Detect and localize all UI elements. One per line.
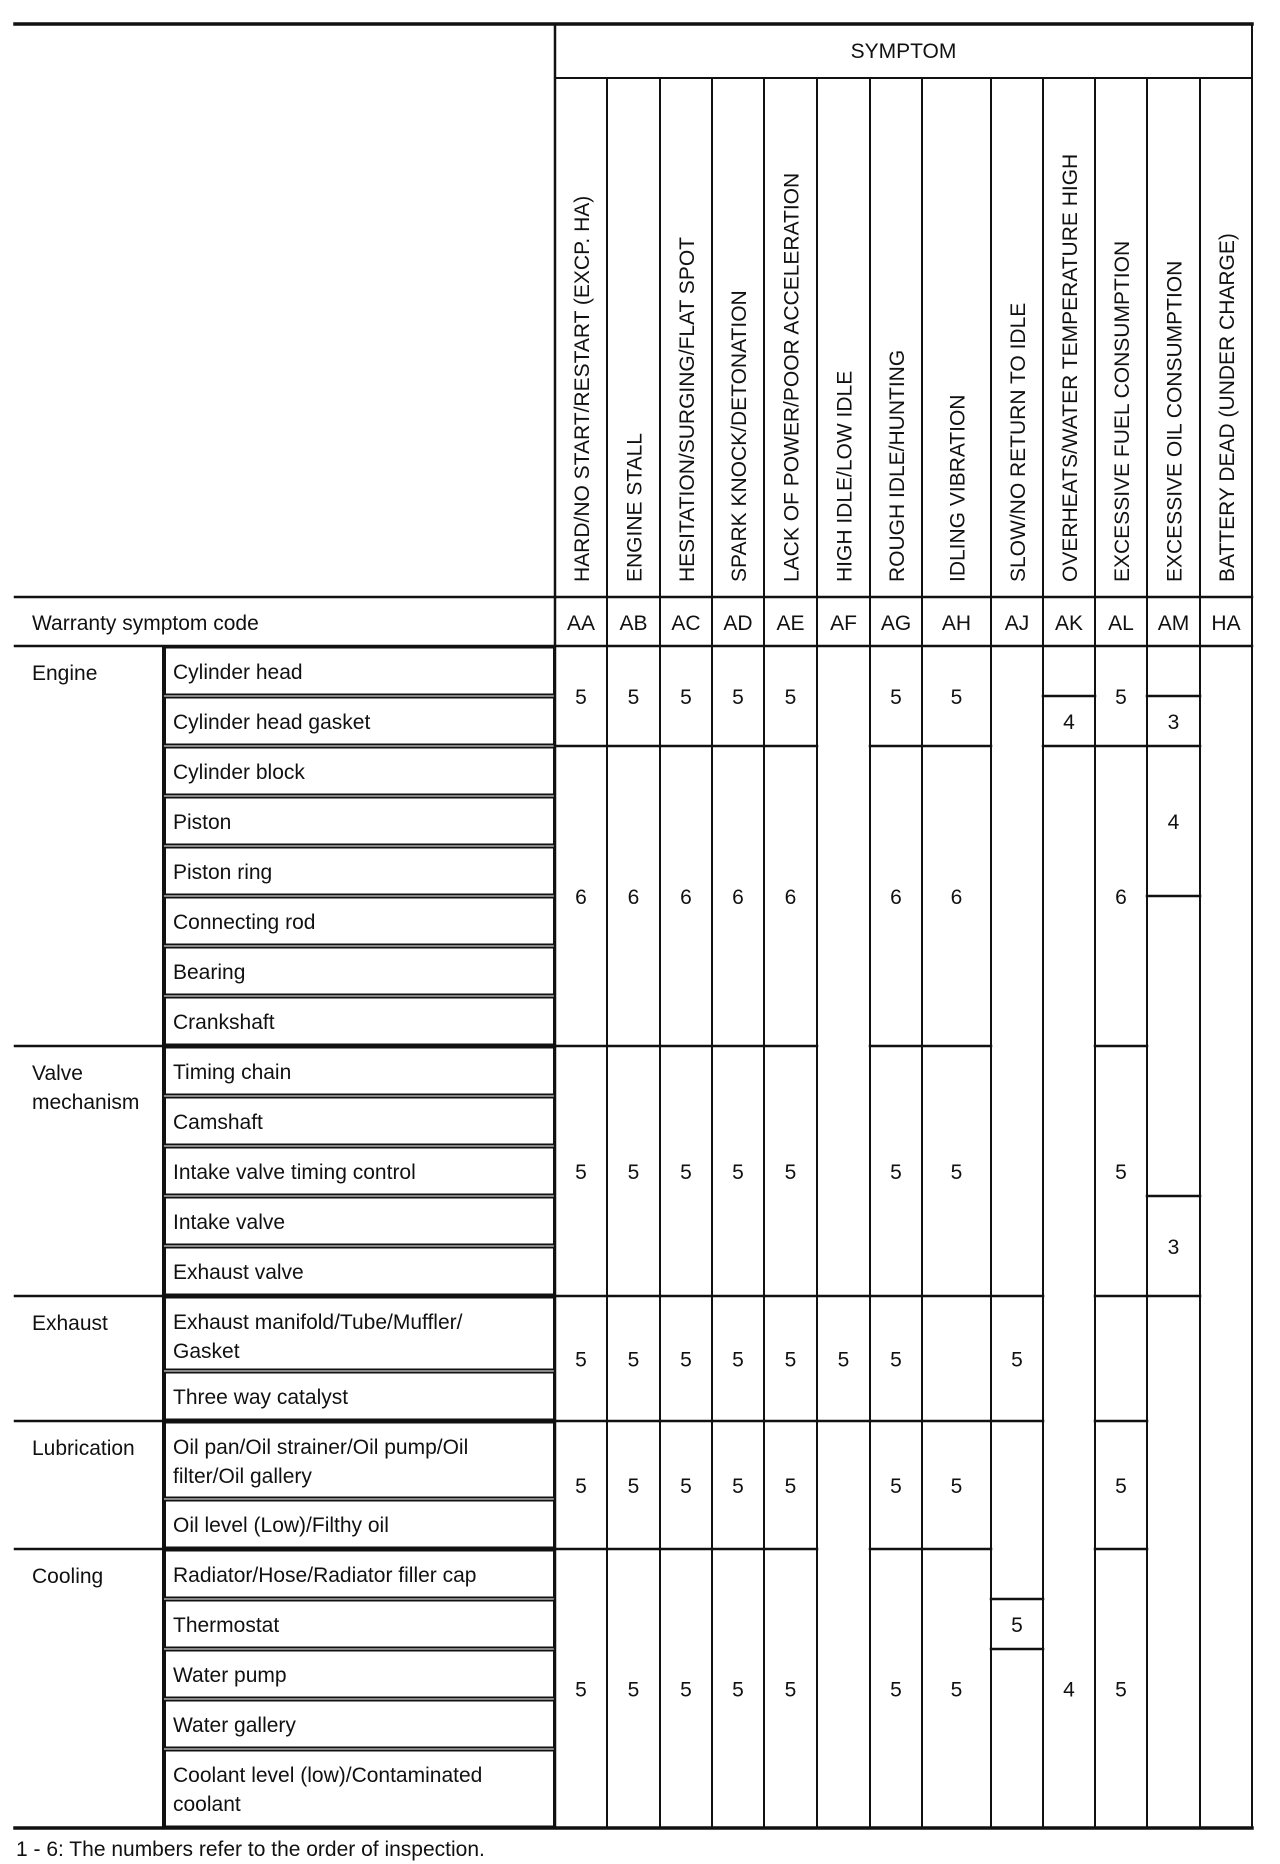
inspection-order-value: 5 — [1115, 1475, 1127, 1498]
inspection-order-value: 3 — [1167, 711, 1180, 734]
part-label: Cylinder block — [173, 761, 305, 784]
inspection-order-value: 5 — [950, 1678, 963, 1702]
part-label: Coolant level (low)/Contaminated — [173, 1764, 483, 1787]
symptom-label: HESITATION/SURGING/FLAT SPOT — [676, 237, 699, 582]
symptom-label: LACK OF POWER/POOR ACCELERATION — [780, 172, 804, 582]
inspection-order-value: 5 — [784, 1348, 797, 1372]
inspection-order-value: 5 — [890, 1678, 902, 1702]
group-label: Cooling — [32, 1565, 104, 1588]
footnote: 1 - 6: The numbers refer to the order of inspection. — [16, 1838, 485, 1861]
inspection-order-value: 5 — [837, 1348, 850, 1372]
group-label: Exhaust — [32, 1312, 108, 1335]
inspection-order-value: 5 — [1115, 686, 1127, 709]
inspection-order-value: 5 — [680, 1678, 692, 1702]
inspection-order-value: 5 — [732, 1161, 744, 1184]
inspection-order-value: 5 — [732, 1475, 744, 1498]
inspection-order-value: 5 — [680, 686, 692, 709]
inspection-order-value: 6 — [1115, 886, 1127, 909]
symptom-code: AG — [880, 612, 912, 635]
symptom-header-title: SYMPTOM — [850, 40, 957, 63]
part-label: Camshaft — [173, 1111, 263, 1134]
inspection-order-value: 6 — [732, 886, 744, 909]
inspection-order-value: 5 — [784, 1161, 797, 1184]
inspection-order-value: 5 — [1115, 1161, 1127, 1184]
inspection-order-value: 5 — [732, 1348, 744, 1372]
symptom-label: HIGH IDLE/LOW IDLE — [833, 370, 857, 582]
group-label: Valve — [32, 1062, 83, 1085]
inspection-order-value: 5 — [1115, 1678, 1127, 1702]
inspection-order-value: 6 — [950, 886, 963, 909]
symptom-label: HARD/NO START/RESTART (EXCP. HA) — [571, 195, 594, 582]
inspection-order-value: 5 — [575, 1678, 587, 1702]
inspection-order-value: 6 — [784, 886, 797, 909]
warranty-code-label: Warranty symptom code — [32, 612, 259, 635]
symptom-code: AF — [830, 612, 857, 635]
part-label: Exhaust manifold/Tube/Muffler/ — [173, 1311, 463, 1334]
inspection-order-value: 3 — [1167, 1236, 1180, 1259]
symptom-code: AK — [1054, 612, 1084, 635]
inspection-order-value: 5 — [732, 1678, 744, 1702]
symptom-label: SLOW/NO RETURN TO IDLE — [1007, 302, 1030, 582]
inspection-order-value: 5 — [950, 1161, 963, 1184]
part-label: Intake valve — [173, 1211, 286, 1234]
symptom-code: AJ — [1004, 612, 1030, 635]
part-label: Gasket — [173, 1340, 240, 1363]
inspection-order-value: 5 — [890, 686, 902, 709]
group-label: Lubrication — [32, 1437, 135, 1460]
inspection-order-value: 5 — [950, 686, 963, 709]
inspection-order-value: 5 — [890, 1161, 902, 1184]
part-label: coolant — [173, 1793, 241, 1816]
inspection-order-value: 5 — [1011, 1614, 1023, 1637]
inspection-order-value: 6 — [627, 886, 640, 909]
part-label: Crankshaft — [173, 1011, 275, 1034]
inspection-order-value: 5 — [680, 1348, 692, 1372]
part-label: Thermostat — [173, 1614, 280, 1637]
inspection-order-value: 5 — [680, 1161, 692, 1184]
part-label: Three way catalyst — [173, 1386, 349, 1409]
inspection-order-value: 5 — [627, 1678, 640, 1702]
inspection-order-value: 6 — [680, 886, 692, 909]
group-label: mechanism — [32, 1091, 140, 1114]
part-label: filter/Oil gallery — [173, 1465, 312, 1488]
inspection-order-value: 5 — [575, 1348, 587, 1372]
inspection-order-value: 4 — [1063, 711, 1075, 734]
symptom-code: AE — [776, 612, 805, 635]
symptom-label: SPARK KNOCK/DETONATION — [728, 290, 751, 582]
group-label: Engine — [32, 662, 98, 685]
symptom-label: IDLING VIBRATION — [946, 394, 970, 582]
symptom-code: AH — [941, 612, 972, 635]
inspection-order-value: 6 — [575, 886, 587, 909]
symptom-code: AL — [1108, 612, 1134, 635]
part-label: Timing chain — [173, 1061, 292, 1084]
inspection-order-value: 5 — [627, 686, 640, 709]
inspection-order-value: 5 — [784, 1678, 797, 1702]
inspection-order-value: 5 — [950, 1475, 963, 1498]
symptom-label: OVERHEATS/WATER TEMPERATURE HIGH — [1059, 153, 1082, 582]
inspection-order-value: 4 — [1167, 811, 1180, 834]
inspection-order-value: 5 — [890, 1475, 902, 1498]
part-label: Exhaust valve — [173, 1261, 304, 1284]
inspection-order-value: 5 — [890, 1348, 902, 1372]
inspection-order-value: 5 — [627, 1475, 640, 1498]
part-label: Cylinder head — [173, 661, 303, 684]
part-label: Oil level (Low)/Filthy oil — [173, 1514, 389, 1537]
inspection-order-value: 5 — [784, 686, 797, 709]
part-label: Water gallery — [173, 1714, 296, 1737]
part-label: Cylinder head gasket — [173, 711, 371, 734]
part-label: Oil pan/Oil strainer/Oil pump/Oil — [173, 1436, 469, 1459]
symptom-label: ENGINE STALL — [623, 433, 647, 582]
inspection-order-value: 5 — [575, 686, 587, 709]
inspection-order-value: 5 — [1011, 1348, 1023, 1372]
inspection-order-value: 5 — [575, 1475, 587, 1498]
inspection-order-value: 6 — [890, 886, 902, 909]
inspection-order-value: 5 — [732, 686, 744, 709]
part-label: Connecting rod — [173, 911, 316, 934]
symptom-code: AB — [619, 612, 648, 635]
symptom-code: HA — [1211, 612, 1241, 635]
part-label: Radiator/Hose/Radiator filler cap — [173, 1564, 477, 1587]
part-label: Piston — [173, 811, 232, 834]
symptom-label: EXCESSIVE FUEL CONSUMPTION — [1111, 240, 1134, 582]
symptom-code: AM — [1157, 612, 1190, 635]
part-label: Piston ring — [173, 861, 273, 884]
symptom-label: BATTERY DEAD (UNDER CHARGE) — [1216, 233, 1239, 582]
inspection-order-value: 5 — [784, 1475, 797, 1498]
symptom-label: ROUGH IDLE/HUNTING — [886, 349, 909, 582]
inspection-order-value: 4 — [1063, 1678, 1075, 1702]
inspection-order-value: 5 — [575, 1161, 587, 1184]
inspection-order-value: 5 — [680, 1475, 692, 1498]
part-label: Bearing — [173, 961, 246, 984]
symptom-code: AC — [671, 612, 701, 635]
symptom-code: AA — [566, 612, 596, 635]
part-label: Water pump — [173, 1664, 287, 1687]
symptom-label: EXCESSIVE OIL CONSUMPTION — [1163, 260, 1187, 582]
symptom-code: AD — [723, 612, 753, 635]
part-label: Intake valve timing control — [173, 1161, 416, 1184]
inspection-order-value: 5 — [627, 1161, 640, 1184]
inspection-order-value: 5 — [627, 1348, 640, 1372]
